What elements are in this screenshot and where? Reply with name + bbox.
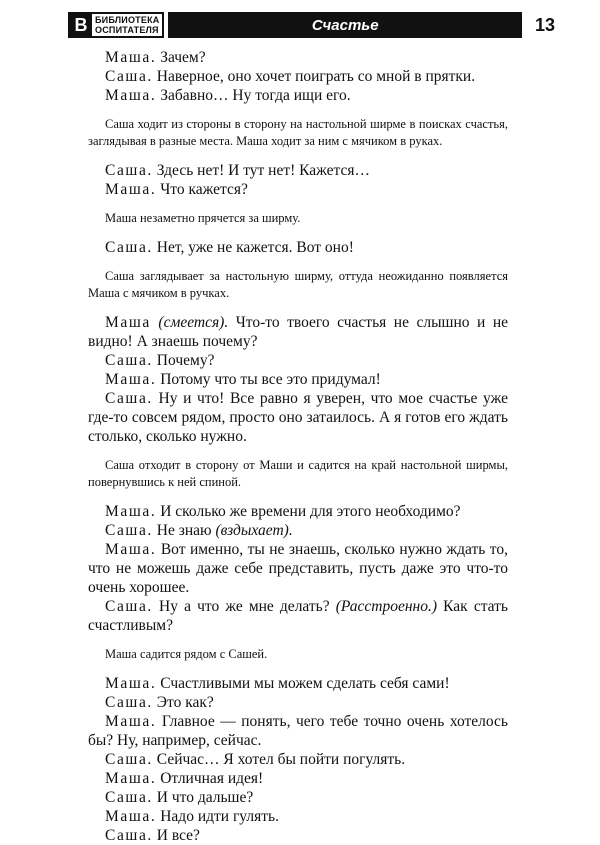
dialogue-line <box>88 807 508 826</box>
speech: Зачем? <box>156 49 206 66</box>
dialogue-line <box>88 48 508 67</box>
speaker: Саша. <box>105 751 153 768</box>
speech: Потому что ты все это придумал! <box>156 371 381 388</box>
dialogue-line <box>88 238 508 257</box>
speech: Вот именно, ты не знаешь, сколько нужно ждать то, что не можешь даже себе представить, пусть даже это что-то очень хорошее. <box>88 541 508 596</box>
speech: И что дальше? <box>152 789 254 806</box>
dialogue-line <box>88 769 508 788</box>
dialogue-line <box>88 712 508 750</box>
speech: Ну а что же мне делать? <box>152 598 336 615</box>
speech: Ну и что! Все равно я уверен, что мое счастье уже где-то совсем рядом, просто оно затаилось. А я готов его ждать столько, сколько нужно. <box>88 390 508 445</box>
speech: Здесь нет! И тут нет! Кажется… <box>152 162 371 179</box>
speech: Забавно… Ну тогда ищи его. <box>156 87 351 104</box>
dialogue-line <box>88 313 508 351</box>
stage-direction: Саша заглядывает за настольную ширму, оттуда неожиданно появляется Маша с мячиком в ручках. <box>88 269 508 300</box>
logo-line-1: БИБЛИОТЕКА <box>95 15 160 25</box>
speaker: Маша. <box>105 675 157 692</box>
dialogue-line <box>88 370 508 389</box>
speech: Как стать счастливым? <box>88 598 508 634</box>
speech: Это как? <box>152 694 214 711</box>
speech: Главное — понять, чего тебе точно очень хотелось бы? Ну, например, сейчас. <box>88 713 508 749</box>
page-header <box>68 12 568 38</box>
speech: Счастливыми мы можем сделать себя сами! <box>156 675 450 692</box>
speech: Нет, уже не кажется. Вот оно! <box>152 239 354 256</box>
stage-remark: (смеется). <box>150 314 229 331</box>
speech: Что кажется? <box>156 181 248 198</box>
speech: Отличная идея! <box>156 770 264 787</box>
page-content <box>88 48 508 845</box>
logo-text <box>95 15 159 35</box>
stage-direction: Саша отходит в сторону от Маши и садится на край настольной ширмы, повернувшись к ней спиной. <box>88 458 508 489</box>
speaker: Саша. <box>105 827 153 844</box>
speech: Надо идти гулять. <box>156 808 279 825</box>
dialogue-line <box>88 597 508 635</box>
speaker: Маша. <box>105 541 157 558</box>
dialogue-line <box>88 351 508 370</box>
dialogue-line <box>88 788 508 807</box>
speaker: Маша. <box>105 87 157 104</box>
speech: Сейчас… Я хотел бы пойти погулять. <box>152 751 406 768</box>
dialogue-line <box>88 502 508 521</box>
dialogue-line <box>88 389 508 446</box>
stage-direction: Маша незаметно прячется за ширму. <box>105 211 301 225</box>
stage-direction: Маша садится рядом с Сашей. <box>105 647 268 661</box>
speaker: Саша. <box>105 598 153 615</box>
stage-direction: Саша ходит из стороны в сторону на настольной ширме в поисках счастья, заглядывая в разные места. Маша ходит за ним с мячиком в руках. <box>88 117 508 148</box>
speaker: Маша. <box>105 181 157 198</box>
speaker: Маша. <box>105 808 157 825</box>
page-number: 13 <box>534 15 556 35</box>
speech: Не знаю <box>152 522 216 539</box>
dialogue-line <box>88 540 508 597</box>
speech: Почему? <box>152 352 215 369</box>
dialogue-line <box>88 826 508 845</box>
speaker: Маша. <box>105 770 157 787</box>
series-logo <box>68 12 164 38</box>
dialogue-line <box>88 750 508 769</box>
stage-remark: (Расстроенно.) <box>335 598 438 615</box>
speaker: Маша. <box>105 49 157 66</box>
speech: И сколько же времени для этого необходимо? <box>156 503 461 520</box>
logo-letter: В <box>70 14 92 36</box>
speaker: Саша. <box>105 522 153 539</box>
speaker: Саша. <box>105 390 153 407</box>
speaker: Маша. <box>105 503 157 520</box>
speaker: Маша <box>105 314 151 331</box>
speech: Наверное, оно хочет поиграть со мной в прятки. <box>152 68 476 85</box>
speech: И все? <box>152 827 200 844</box>
speaker: Саша. <box>105 239 153 256</box>
chapter-title: Счастье <box>168 12 522 38</box>
speaker: Саша. <box>105 68 153 85</box>
speaker: Саша. <box>105 352 153 369</box>
speaker: Саша. <box>105 162 153 179</box>
dialogue-line <box>88 674 508 693</box>
speaker: Маша. <box>105 713 157 730</box>
stage-remark: (вздыхает). <box>215 522 293 539</box>
speaker: Маша. <box>105 371 157 388</box>
speaker: Саша. <box>105 789 153 806</box>
dialogue-line <box>88 161 508 180</box>
dialogue-line <box>88 67 508 86</box>
dialogue-line <box>88 521 508 540</box>
dialogue-line <box>88 180 508 199</box>
dialogue-line <box>88 86 508 105</box>
speaker: Саша. <box>105 694 153 711</box>
speech: Что-то твоего счастья не слышно и не видно! А знаешь почему? <box>88 314 508 350</box>
dialogue-line <box>88 693 508 712</box>
logo-line-2: ОСПИТАТЕЛЯ <box>95 25 159 35</box>
